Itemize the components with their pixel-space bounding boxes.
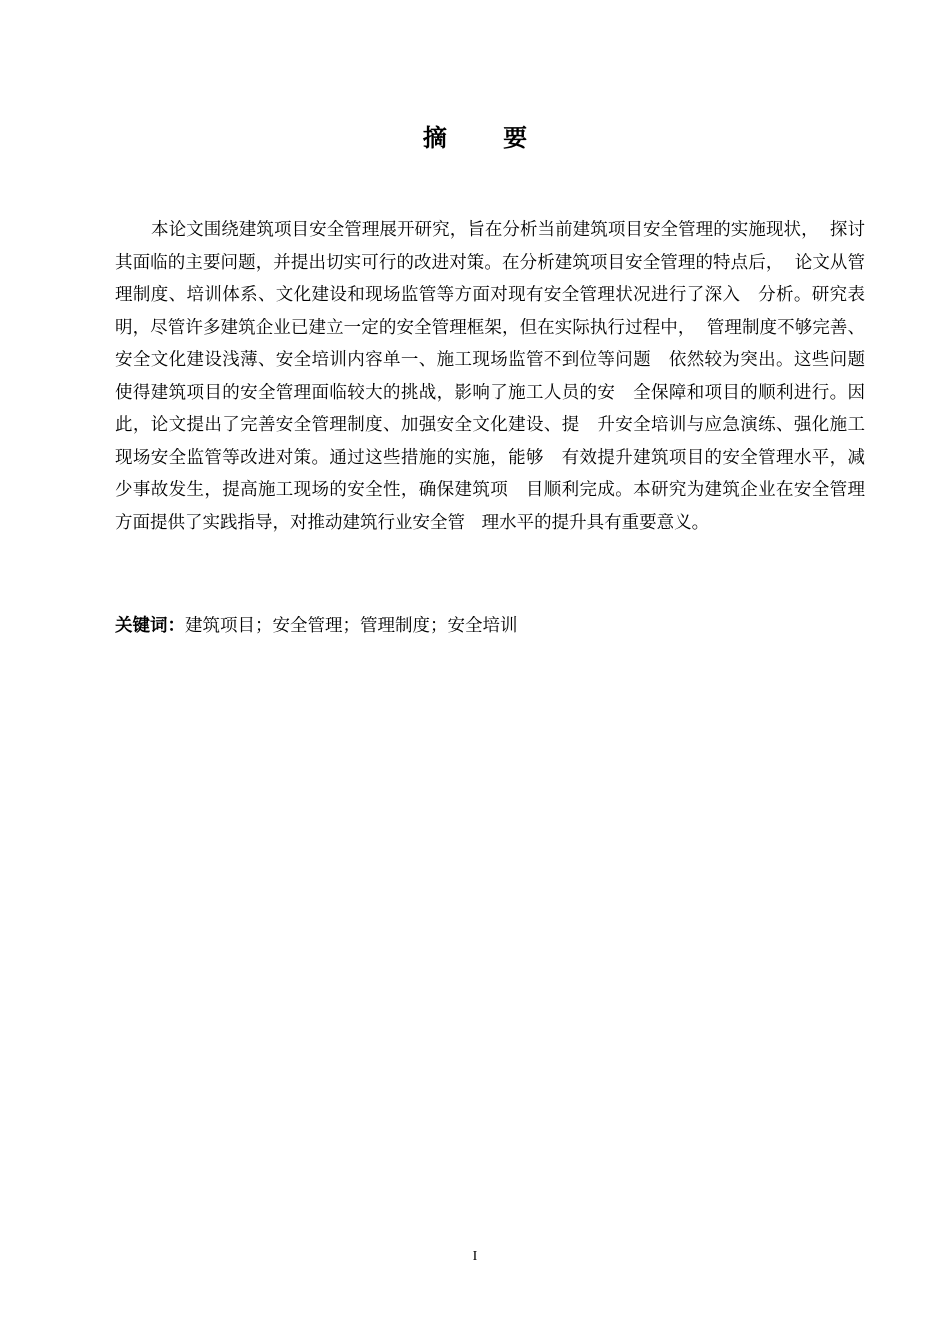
keywords-label: 关键词： [115,616,185,636]
keywords-value: 建筑项目；安全管理；管理制度；安全培训 [185,616,518,636]
abstract-title: 摘 要 [422,123,552,152]
abstract-body: 本论文围绕建筑项目安全管理展开研究，旨在分析当前建筑项目安全管理的实施现状， 探讨其面临的主要问题，并提出切实可行的改进对策。在分析建筑项目安全管理的特点后， 论文从管理制度、培训体系、文化建设和现场监管等方面对现有安全管理状况进行了深入 分析。研究表明，尽管许多建筑企业已建立一定的安全管理框架，但在实际执行过程中， 管理制度不够完善、安全文化建设浅薄、安全培训内容单一、施工现场监管不到位等问题 依然较为突出。这些问题使得建筑项目的安全管理面临较大的挑战，影响了施工人员的安 全保障和项目的顺利进行。因此，论文提出了完善安全管理制度、加强安全文化建设、提 升安全培训与应急演练、强化施工现场安全监管等改进对策。通过这些措施的实施，能够 有效提升建筑项目的安全管理水平，减少事故发生，提高施工现场的安全性，确保建筑项 目顺利完成。本研究为建筑企业在安全管理方面提供了实践指导，对推动建筑行业安全管 理水平的提升具有重要意义。 [115,220,865,533]
page-number: I [472,1249,478,1264]
keywords-line [115,610,865,642]
